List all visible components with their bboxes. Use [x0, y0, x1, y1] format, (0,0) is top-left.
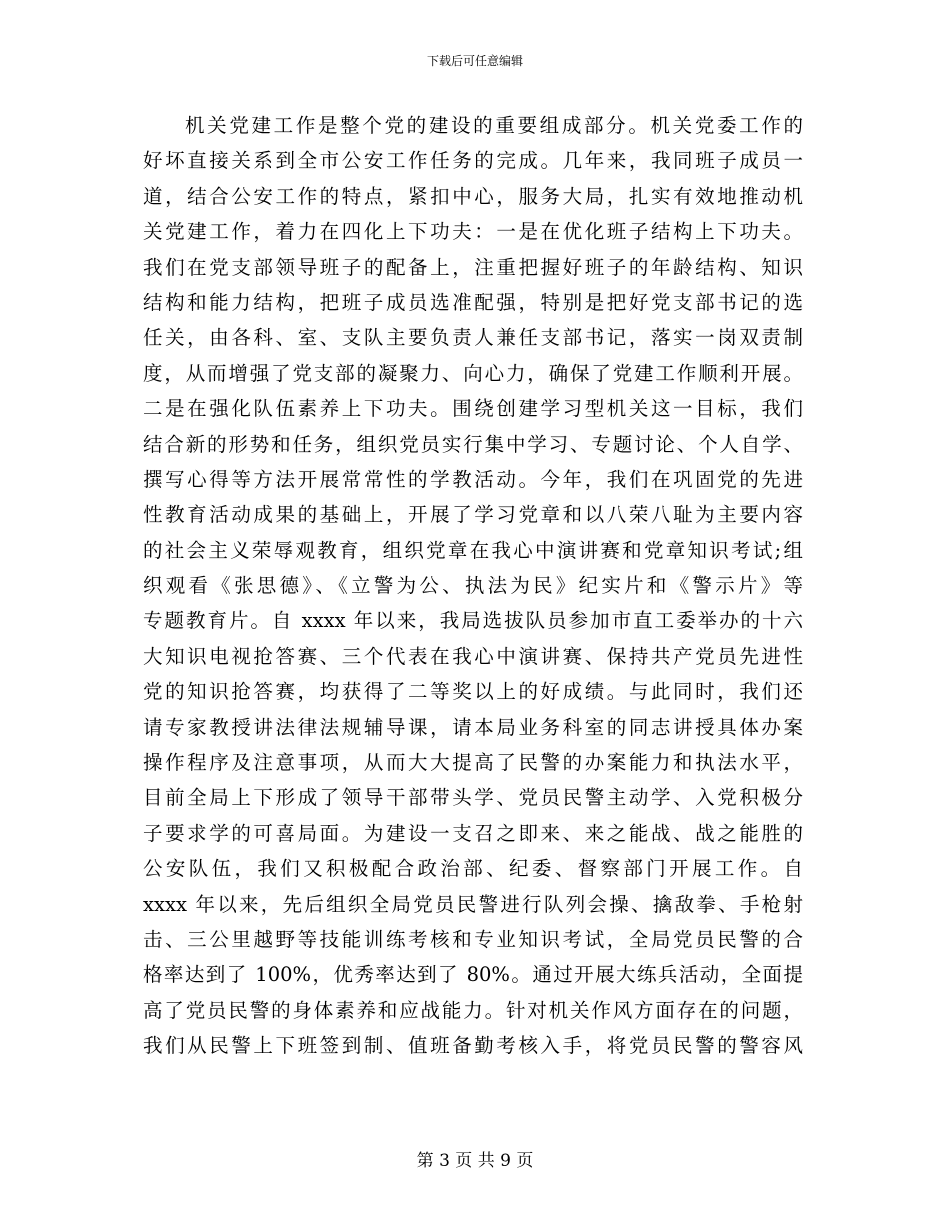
text-line: 公安队伍，我们又积极配合政治部、纪委、督察部门开展工作。自: [143, 857, 803, 881]
text-line: 子要求学的可喜局面。为建设一支召之即来、来之能战、战之能胜的: [143, 821, 803, 845]
text-line: 关党建工作，着力在四化上下功夫：一是在优化班子结构上下功夫。: [143, 220, 803, 244]
text-line: 机关党建工作是整个党的建设的重要组成部分。机关党委工作的: [185, 114, 803, 137]
document-body: [143, 108, 803, 1064]
text-line: 请专家教授讲法律法规辅导课，请本局业务科室的同志讲授具体办案: [143, 715, 803, 739]
page-number: 第 3 页 共 9 页: [416, 1151, 534, 1171]
text-line: 专题教育片。自 xxxx 年以来，我局选拔队员参加市直工委举办的十六: [143, 609, 803, 633]
text-line: 高了党员民警的身体素养和应战能力。针对机关作风方面存在的问题，: [143, 998, 803, 1022]
text-line: 结合新的形势和任务，组织党员实行集中学习、专题讨论、个人自学、: [143, 432, 803, 456]
text-line: 大知识电视抢答赛、三个代表在我心中演讲赛、保持共产党员先进性: [143, 644, 803, 668]
text-line: 党的知识抢答赛，均获得了二等奖以上的好成绩。与此同时，我们还: [143, 680, 803, 704]
text-line: 道，结合公安工作的特点，紧扣中心，服务大局，扎实有效地推动机: [143, 184, 803, 208]
text-line: 格率达到了 100%，优秀率达到了 80%。通过开展大练兵活动，全面提: [143, 963, 803, 987]
text-line: 性教育活动成果的基础上，开展了学习党章和以八荣八耻为主要内容: [143, 503, 803, 527]
page-header-note: 下载后可任意编辑: [426, 54, 523, 68]
text-line: 我们在党支部领导班子的配备上，注重把握好班子的年龄结构、知识: [143, 255, 803, 279]
text-line: 我们从民警上下班签到制、值班备勤考核入手，将党员民警的警容风: [143, 1034, 803, 1058]
text-line: 织观看《张思德》、《立警为公、执法为民》纪实片和《警示片》等: [143, 574, 803, 598]
text-line: 二是在强化队伍素养上下功夫。围绕创建学习型机关这一目标，我们: [143, 397, 803, 421]
text-line: xxxx 年以来，先后组织全局党员民警进行队列会操、擒敌拳、手枪射: [143, 892, 803, 916]
text-line: 操作程序及注意事项，从而大大提高了民警的办案能力和执法水平，: [143, 751, 803, 775]
text-line: 任关，由各科、室、支队主要负责人兼任支部书记，落实一岗双责制: [143, 326, 803, 350]
text-line: 的社会主义荣辱观教育，组织党章在我心中演讲赛和党章知识考试;组: [143, 538, 803, 562]
text-line: 撰写心得等方法开展常常性的学教活动。今年，我们在巩固党的先进: [143, 467, 803, 491]
text-line: 好坏直接关系到全市公安工作任务的完成。几年来，我同班子成员一: [143, 149, 803, 173]
text-line: 击、三公里越野等技能训练考核和专业知识考试，全局党员民警的合: [143, 927, 803, 951]
text-line: 结构和能力结构，把班子成员选准配强，特别是把好党支部书记的选: [143, 290, 803, 314]
text-line: 目前全局上下形成了领导干部带头学、党员民警主动学、入党积极分: [143, 786, 803, 810]
text-line: 度，从而增强了党支部的凝聚力、向心力，确保了党建工作顺利开展。: [143, 361, 803, 385]
